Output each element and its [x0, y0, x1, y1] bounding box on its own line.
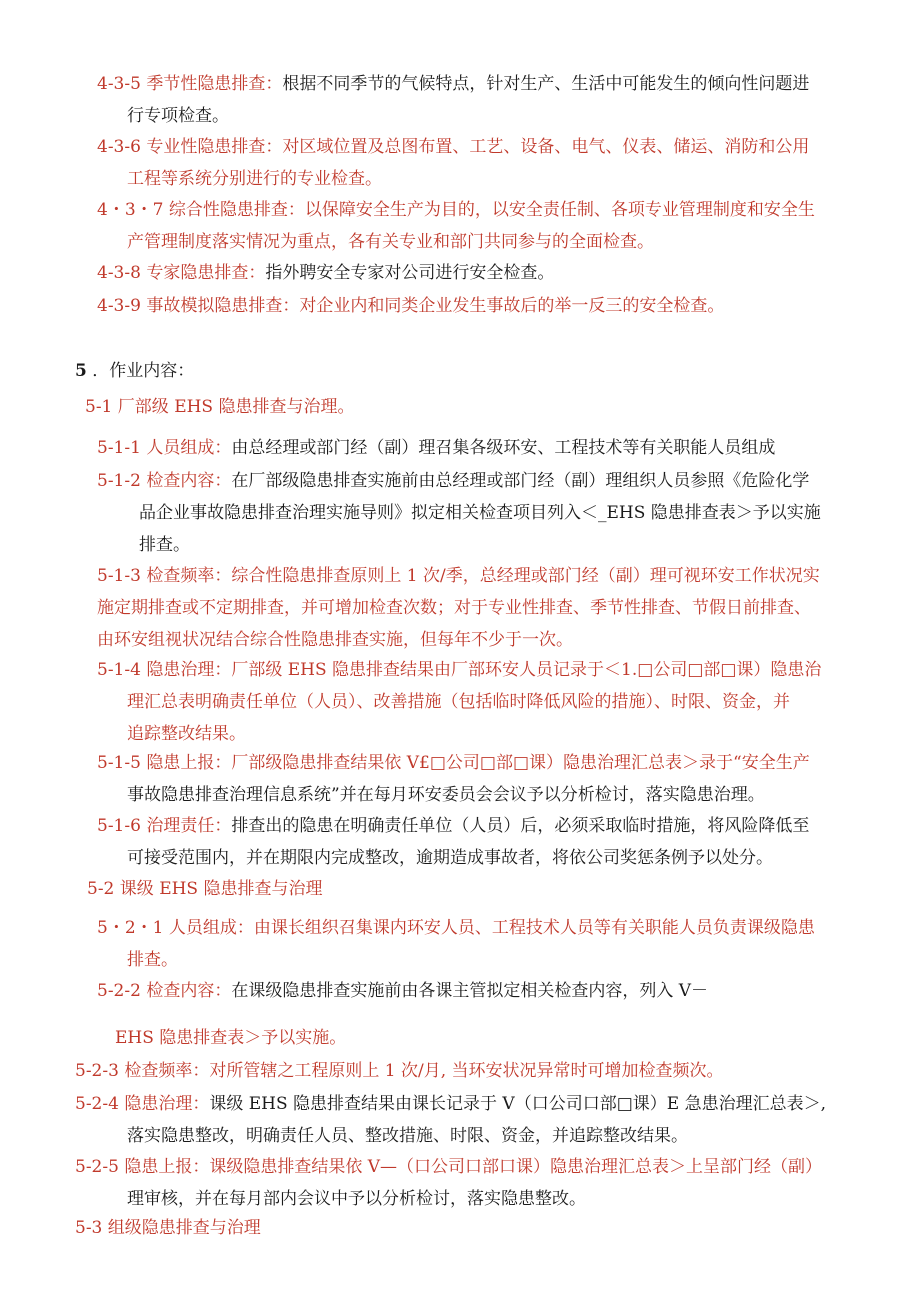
paragraph-5-2-4	[75, 1088, 826, 1152]
paragraph-5-1-1	[97, 432, 775, 464]
paragraph-text: 排查出的隐患在明确责任单位（人员）后，必须采取临时措施，将风险降低至	[231, 816, 810, 836]
section-number: 4・3・7	[97, 200, 164, 220]
section-number: 5	[75, 361, 87, 381]
paragraph-text: 在课级隐患排查实施前由各课主管拟定相关检查内容，列入 V－	[231, 981, 709, 1001]
heading-section-5-2	[87, 873, 323, 905]
paragraph-4-3-6	[97, 131, 809, 195]
heading-text: 厂部级 EHS 隐患排查与治理。	[117, 397, 355, 417]
section-label: 综合性隐患排查：	[168, 200, 305, 220]
paragraph-5-2-2	[97, 975, 708, 1007]
paragraph-5-2-3	[75, 1055, 724, 1087]
section-number: 5-3	[75, 1218, 103, 1238]
section-label: 检查内容：	[146, 981, 232, 1001]
heading-section-5	[75, 355, 194, 387]
paragraph-text: 品企业事故隐患排查治理实施导则》拟定相关检查项目列入＜_EHS 隐患排查表＞予以实施	[139, 503, 821, 523]
paragraph-text: 课级隐患排查结果依 V—（口公司口部口课）隐患治理汇总表＞上呈部门经（副）	[209, 1157, 823, 1177]
paragraph-text: 以保障安全生产为目的，以安全责任制、各项专业管理制度和安全生	[304, 200, 815, 220]
section-number: 5-1-5	[97, 753, 141, 773]
section-number: 5・2・1	[97, 918, 164, 938]
paragraph-text: 指外聘安全专家对公司进行安全检查。	[265, 263, 555, 283]
section-number: 5-1-6	[97, 816, 141, 836]
paragraph-text: 由环安组视状况结合综合性隐患排查实施，但每年不少于一次。	[97, 630, 573, 650]
paragraph-text: 综合性隐患排查原则上 1 次/季，总经理或部门经（副）理可视环安工作状况实	[231, 566, 820, 586]
section-label: 人员组成：	[168, 918, 254, 938]
paragraph-text: EHS 隐患排查表＞予以实施。	[115, 1028, 347, 1048]
section-number: 5-2-5	[75, 1157, 119, 1177]
section-label: 隐患治理：	[146, 660, 232, 680]
section-number: 5-1	[85, 397, 113, 417]
section-label: 隐患上报：	[146, 753, 232, 773]
section-label: 检查频率：	[146, 566, 232, 586]
paragraph-text: 根据不同季节的气候特点，针对生产、生活中可能发生的倾向性问题进	[282, 74, 810, 94]
section-number: 5-2	[87, 879, 115, 899]
section-number: 4-3-9	[97, 296, 141, 316]
section-label: 隐患上报：	[124, 1157, 210, 1177]
section-label: 专业性隐患排查：	[146, 137, 283, 157]
paragraph-text: 对企业内和同类企业发生事故后的举一反三的安全检查。	[299, 296, 725, 316]
paragraph-text: 厂部级 EHS 隐患排查结果由厂部环安人员记录于＜1.□公司□部□课）隐患治	[231, 660, 822, 680]
section-number: 5-1-4	[97, 660, 141, 680]
paragraph-text: 在厂部级隐患排查实施前由总经理或部门经（副）理组织人员参照《危险化学	[231, 471, 810, 491]
paragraph-text: 排查。	[139, 535, 190, 555]
paragraph-text: 对所管辖之工程原则上 1 次/月, 当环安状况异常时可增加检查频次。	[209, 1061, 724, 1081]
section-label: 季节性隐患排查：	[146, 74, 283, 94]
section-label: 治理责任：	[146, 816, 232, 836]
paragraph-4-3-9	[97, 290, 724, 322]
paragraph-text: 施定期排查或不定期排查，并可增加检查次数；对于专业性排查、季节性排查、节假日前排查、	[97, 598, 811, 618]
heading-text: 组级隐患排查与治理	[107, 1218, 261, 1238]
paragraph-text: 由课长组织召集课内环安人员、工程技术人员等有关职能人员负责课级隐患	[253, 918, 815, 938]
paragraph-4-3-5	[97, 68, 809, 132]
paragraph-5-2-5	[75, 1151, 822, 1215]
paragraph-text: 工程等系统分别进行的专业检查。	[127, 169, 382, 189]
section-label: 事故模拟隐患排查：	[146, 296, 300, 316]
paragraph-4-3-7	[97, 194, 815, 258]
heading-section-5-3	[75, 1212, 261, 1244]
paragraph-5-1-2	[97, 465, 821, 561]
section-number: 4-3-6	[97, 137, 141, 157]
paragraph-5-1-4	[97, 654, 821, 750]
section-number: 5-2-3	[75, 1061, 119, 1081]
paragraph-continuation	[115, 1022, 346, 1054]
section-label: 隐患治理：	[124, 1094, 210, 1114]
paragraph-5-1-5	[97, 747, 810, 811]
section-label: 检查内容：	[146, 471, 232, 491]
section-number: 5-2-2	[97, 981, 141, 1001]
section-number: 5-1-1	[97, 438, 141, 458]
section-label: 人员组成：	[146, 438, 232, 458]
section-label: 专家隐患排查：	[146, 263, 266, 283]
section-number: 4-3-5	[97, 74, 141, 94]
paragraph-5-2-1	[97, 912, 815, 976]
paragraph-text: 理审核，并在每月部内会议中予以分析检讨，落实隐患整改。	[127, 1189, 586, 1209]
paragraph-text: 行专项检查。	[127, 106, 229, 126]
paragraph-text: 可接受范围内，并在期限内完成整改，逾期造成事故者，将依公司奖惩条例予以处分。	[127, 848, 773, 868]
section-label: 检查频率：	[124, 1061, 210, 1081]
section-number: 5-1-3	[97, 566, 141, 586]
heading-section-5-1	[85, 391, 355, 423]
paragraph-text: 事故隐患排查治理信息系统”并在每月环安委员会会议予以分析检讨，落实隐患治理。	[127, 785, 765, 805]
paragraph-text: 落实隐患整改，明确责任人员、整改措施、时限、资金，并追踪整改结果。	[127, 1126, 688, 1146]
section-number: 5-1-2	[97, 471, 141, 491]
paragraph-5-1-6	[97, 810, 809, 874]
paragraph-text: 排查。	[127, 950, 178, 970]
paragraph-text: 对区域位置及总图布置、工艺、设备、电气、仪表、储运、消防和公用	[282, 137, 810, 157]
section-number: 4-3-8	[97, 263, 141, 283]
paragraph-text: 由总经理或部门经（副）理召集各级环安、工程技术等有关职能人员组成	[231, 438, 776, 458]
section-number: 5-2-4	[75, 1094, 119, 1114]
heading-text: 课级 EHS 隐患排查与治理	[119, 879, 323, 899]
paragraph-4-3-8	[97, 257, 554, 289]
paragraph-text: 厂部级隐患排查结果依 V£□公司□部□课）隐患治理汇总表＞录于“安全生产	[231, 753, 810, 773]
paragraph-text: 追踪整改结果。	[127, 724, 246, 744]
paragraph-5-1-3	[97, 560, 820, 656]
paragraph-text: 产管理制度落实情况为重点，各有关专业和部门共同参与的全面检查。	[127, 232, 654, 252]
paragraph-text: 理汇总表明确责任单位（人员）、改善措施（包括临时降低风险的措施）、时限、资金，并	[127, 692, 790, 712]
paragraph-text: 课级 EHS 隐患排查结果由课长记录于 V（口公司口部□课）E 急患治理汇总表＞,	[209, 1094, 826, 1114]
heading-text: ．作业内容：	[86, 361, 195, 381]
